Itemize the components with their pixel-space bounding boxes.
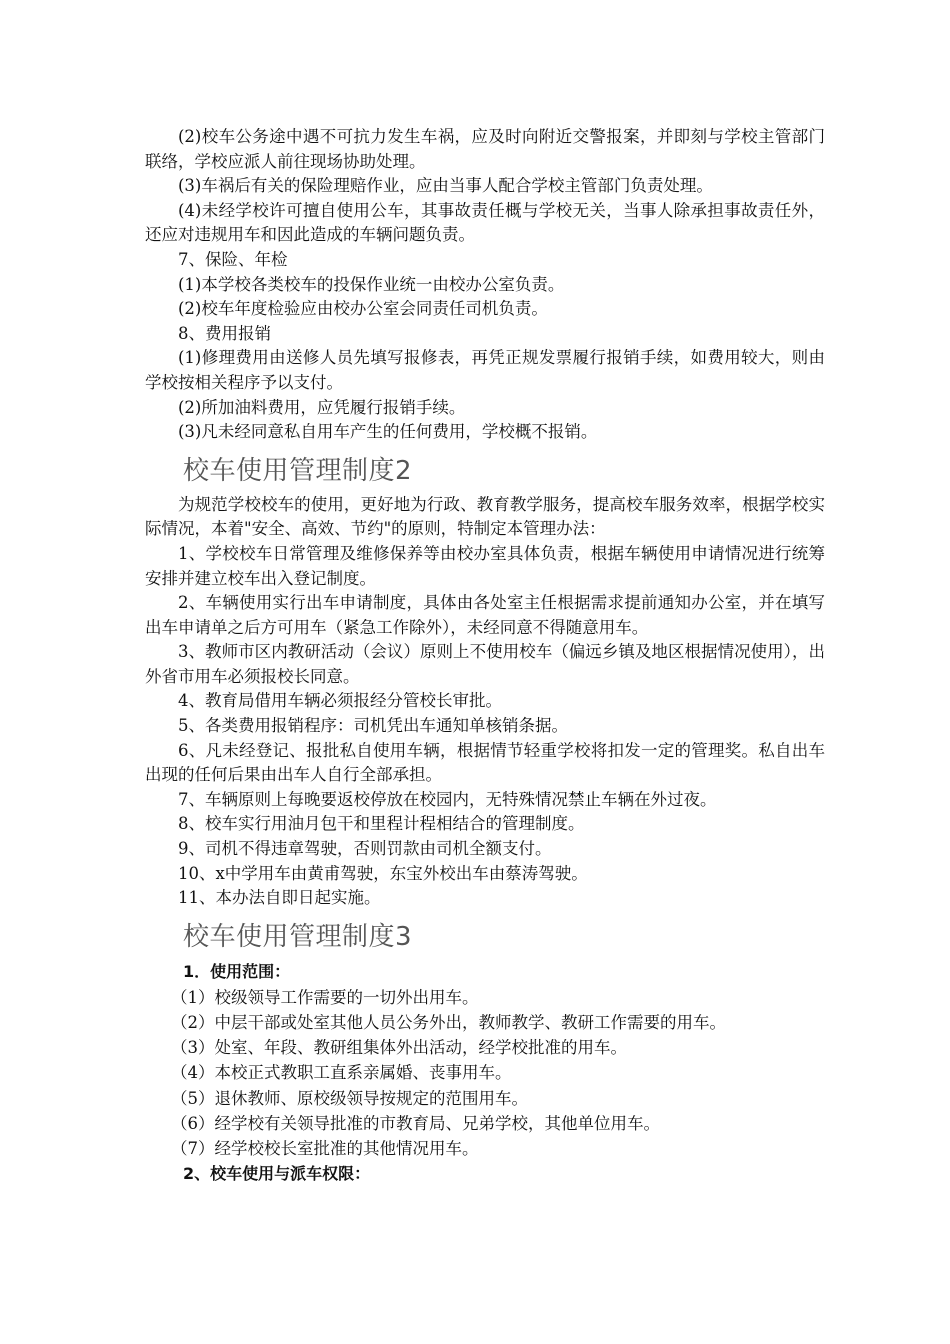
paragraph: (3)凡未经同意私自用车产生的任何费用，学校概不报销。 [178, 422, 598, 442]
sub-heading: 8、费用报销 [178, 323, 271, 343]
paragraph: 9、司机不得违章驾驶，否则罚款由司机全额支付。 [178, 839, 552, 859]
paragraph: (3)车祸后有关的保险理赔作业，应由当事人配合学校主管部门负责处理。 [178, 176, 713, 196]
paragraph: 3、教师市区内教研活动（会议）原则上不使用校车（偏远乡镇及地区根据情况使用），出外省市用车必须报校长同意。 [145, 642, 825, 686]
paragraph: (2)所加油料费用，应凭履行报销手续。 [178, 397, 466, 417]
paragraph: 2、车辆使用实行出车申请制度，具体由各处室主任根据需求提前通知办公室，并在填写出车申请单之后方可用车（紧急工作除外），未经同意不得随意用车。 [145, 593, 825, 637]
bold-heading: 1．使用范围： [183, 961, 291, 981]
list-item: （4）本校正式教职工直系亲属婚、丧事用车。 [171, 1063, 512, 1083]
paragraph: 7、车辆原则上每晚要返校停放在校园内，无特殊情况禁止车辆在外过夜。 [178, 789, 717, 809]
sub-heading: 7、保险、年检 [178, 249, 288, 269]
bold-heading: 2、校车使用与派车权限： [183, 1164, 371, 1184]
paragraph: 11、本办法自即日起实施。 [178, 888, 381, 908]
paragraph: (2)校车年度检验应由校办公室会同责任司机负责。 [178, 299, 548, 319]
section-title: 校车使用管理制度3 [183, 921, 413, 952]
paragraph: 5、各类费用报销程序：司机凭出车通知单核销条据。 [178, 716, 568, 736]
paragraph: 4、教育局借用车辆必须报经分管校长审批。 [178, 691, 502, 711]
list-item: （3）处室、年段、教研组集体外出活动，经学校批准的用车。 [171, 1038, 627, 1058]
paragraph: 为规范学校校车的使用，更好地为行政、教育教学服务，提高校车服务效率，根据学校实际情况，本着"安全、高效、节约"的原则，特制定本管理办法： [145, 494, 825, 539]
paragraph: 6、凡未经登记、报批私自使用车辆，根据情节轻重学校将扣发一定的管理奖。私自出车出现的任何后果由出车人自行全部承担。 [145, 740, 825, 785]
list-item: （2）中层干部或处室其他人员公务外出，教师教学、教研工作需要的用车。 [171, 1013, 726, 1033]
section-title: 校车使用管理制度2 [183, 455, 413, 486]
paragraph: (2)校车公务途中遇不可抗力发生车祸，应及时向附近交警报案，并即刻与学校主管部门联络，学校应派人前往现场协助处理。 [145, 127, 825, 171]
list-item: （6）经学校有关领导批准的市教育局、兄弟学校，其他单位用车。 [171, 1113, 660, 1133]
paragraph: 1、学校校车日常管理及维修保养等由校办室具体负责，根据车辆使用申请情况进行统筹安排并建立校车出入登记制度。 [145, 543, 825, 588]
paragraph: (1)修理费用由送修人员先填写报修表，再凭正规发票履行报销手续，如费用较大，则由学校按相关程序予以支付。 [145, 348, 825, 392]
paragraph: (4)未经学校许可擅自使用公车，其事故责任概与学校无关，当事人除承担事故责任外，还应对违规用车和因此造成的车辆问题负责。 [145, 200, 825, 245]
list-item: （5）退休教师、原校级领导按规定的范围用车。 [171, 1088, 528, 1108]
paragraph: 10、x中学用车由黄甫驾驶，东宝外校出车由蔡涛驾驶。 [178, 863, 588, 883]
paragraph: (1)本学校各类校车的投保作业统一由校办公室负责。 [178, 274, 565, 294]
document-body [145, 125, 825, 1187]
list-item: （1）校级领导工作需要的一切外出用车。 [171, 987, 479, 1007]
paragraph: 8、校车实行用油月包干和里程计程相结合的管理制度。 [178, 814, 585, 834]
list-item: （7）经学校校长室批准的其他情况用车。 [171, 1139, 479, 1159]
